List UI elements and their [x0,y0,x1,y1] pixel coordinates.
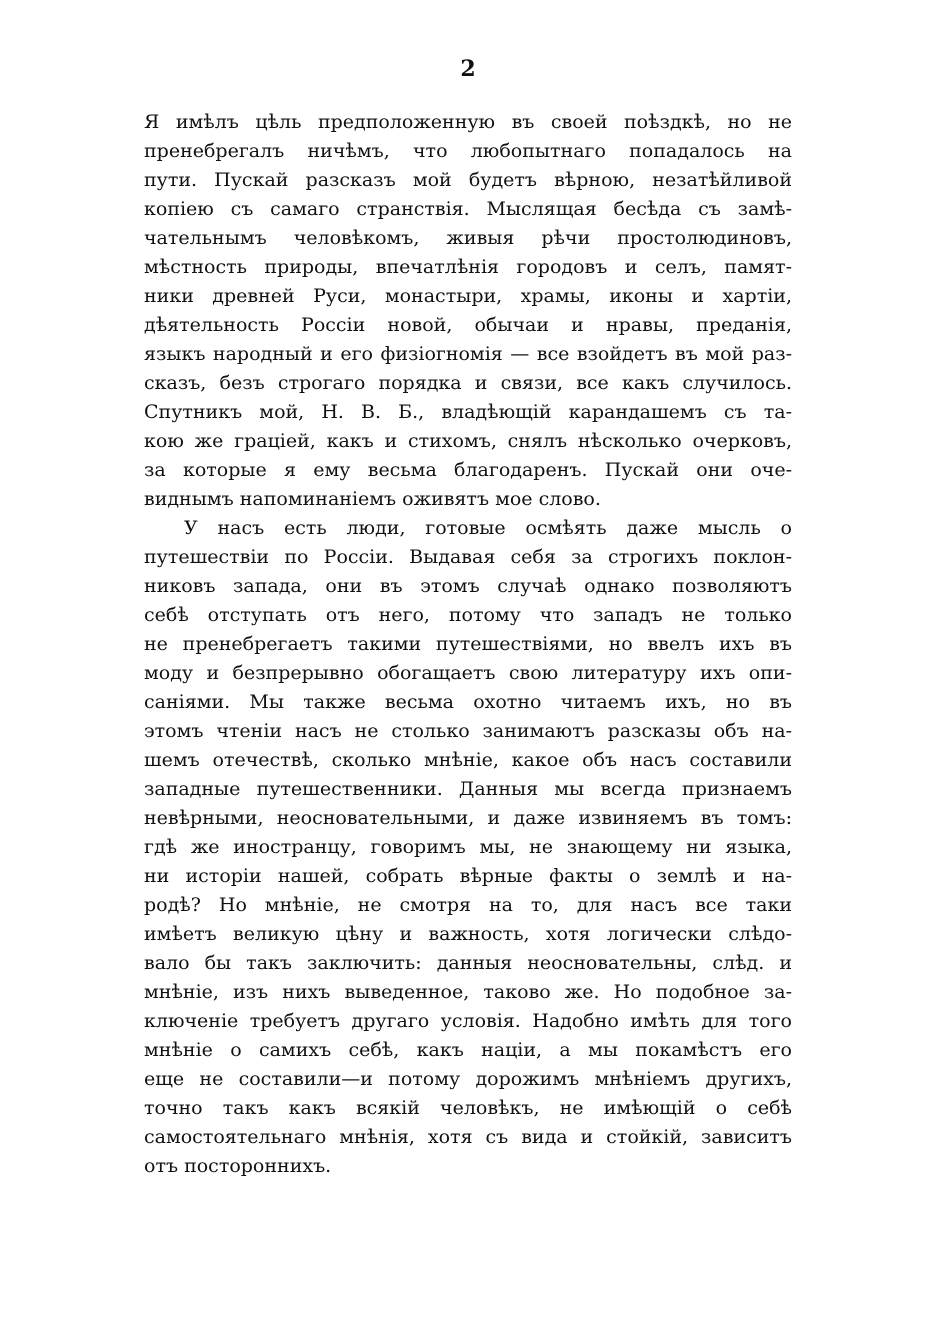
text-line: копіею съ самаго странствія. Мыслящая бесѣда съ замѣ- [144,198,792,220]
text-line: шемъ отечествѣ, сколько мнѣніе, какое объ насъ составили [144,749,792,771]
text-line: кою же граціей, какъ и стихомъ, снялъ нѣсколько очерковъ, [144,430,792,452]
text-line: сказъ, безъ строгаго порядка и связи, все какъ случилось. [144,372,792,394]
text-line: языкъ народный и его физіогномія — все взойдетъ въ мой раз- [144,343,792,365]
text-line: пренебрегалъ ничѣмъ, что любопытнаго попадалось на [144,140,792,162]
text-line: себѣ отступать отъ него, потому что западъ не только [144,604,792,626]
text-line: путешествіи по Россіи. Выдавая себя за строгихъ поклон- [144,546,792,568]
text-line: западные путешественники. Данныя мы всегда признаемъ [144,778,792,800]
text-line: самостоятельнаго мнѣнія, хотя съ вида и стойкій, зависитъ [144,1126,792,1148]
text-line: Я имѣлъ цѣль предположенную въ своей поѣздкѣ, но не [144,111,792,133]
text-line: за которые я ему весьма благодаренъ. Пускай они оче- [144,459,792,481]
text-line: этомъ чтеніи насъ не столько занимаютъ разсказы объ на- [144,720,792,742]
text-line: ники древней Руси, монастыри, храмы, иконы и хартіи, [144,285,792,307]
text-line: еще не составили—и потому дорожимъ мнѣніемъ другихъ, [144,1068,792,1090]
text-line: мнѣніе, изъ нихъ выведенное, таково же. Но подобное за- [144,981,792,1003]
text-line: невѣрными, неосновательными, и даже извиняемъ въ томъ: [144,807,792,829]
text-line: пути. Пускай разсказъ мой будетъ вѣрною, незатѣйливой [144,169,792,191]
text-line: родѣ? Но мнѣніе, не смотря на то, для насъ все таки [144,894,792,916]
text-line: ключеніе требуетъ другаго условія. Надобно имѣть для того [144,1010,792,1032]
text-line: имѣетъ великую цѣну и важность, хотя логически слѣдо- [144,923,792,945]
text-line: саніями. Мы также весьма охотно читаемъ ихъ, но въ [144,691,792,713]
text-line: точно такъ какъ всякій человѣкъ, не имѣющій о себѣ [144,1097,792,1119]
text-line: не пренебрегаетъ такими путешествіями, но ввелъ ихъ въ [144,633,792,655]
text-line: мѣстность природы, впечатлѣнія городовъ и селъ, памят- [144,256,792,278]
text-line: мнѣніе о самихъ себѣ, какъ націи, а мы покамѣстъ его [144,1039,792,1061]
text-line: дѣятельность Россіи новой, обычаи и нравы, преданія, [144,314,792,336]
text-line: вало бы такъ заключить: данныя неосновательны, слѣд. и [144,952,792,974]
text-line: У насъ есть люди, готовые осмѣять даже мысль о [184,517,792,539]
text-line: виднымъ напоминаніемъ оживятъ мое слово. [144,488,601,510]
text-line: гдѣ же иностранцу, говоримъ мы, не знающему ни языка, [144,836,792,858]
text-line: отъ постороннихъ. [144,1155,332,1177]
paragraph-1 [144,108,792,514]
text-line: моду и безпрерывно обогащаетъ свою литературу ихъ опи- [144,662,792,684]
page-number: 2 [460,56,476,82]
text-line: никовъ запада, они въ этомъ случаѣ однако позволяютъ [144,575,792,597]
text-line: ни исторіи нашей, собрать вѣрные факты о землѣ и на- [144,865,792,887]
paragraph-2 [144,514,792,1181]
text-line: чательнымъ человѣкомъ, живыя рѣчи простолюдиновъ, [144,227,792,249]
text-line: Спутникъ мой, Н. В. Б., владѣющій карандашемъ съ та- [144,401,792,423]
